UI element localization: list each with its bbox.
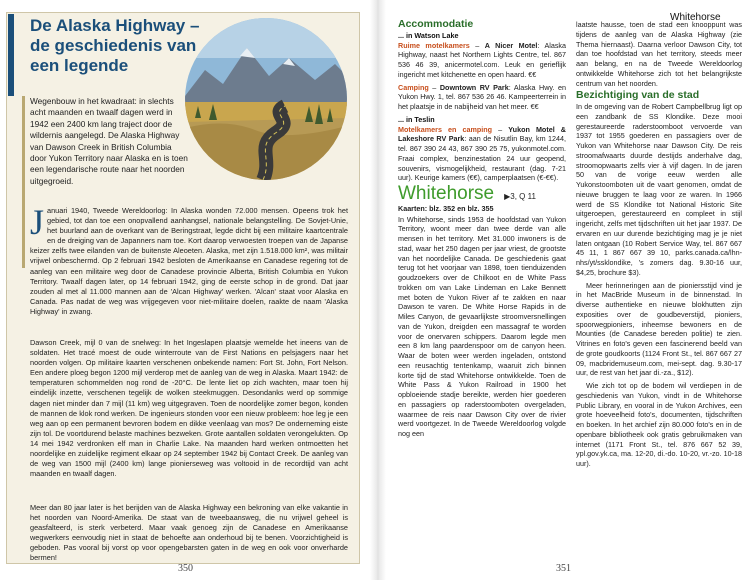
- listing-details: : Alaska Hwy. en Yukon Hwy. 1, tel. 867 536 26 46. Kampeerterrein in het plaatsje in de nabijheid van het meer. €€: [398, 82, 566, 111]
- accommodatie-heading: Accommodatie: [398, 18, 474, 30]
- whitehorse-continued: laatste hausse, toen de stad een knooppunt was tijdens de aanleg van de Alaska Highway (zie Thema hiernaast). Daarna verloor Dawson City, tot dan toe hoofdstad van het territory, steeds meer aan belang, en na de Tweede Wereldoorlog ontwikkelde Whitehorse zich tot het belangrijkste centrum van het noorden.: [576, 20, 742, 88]
- listing-name: A Nicer Motel: [484, 40, 538, 50]
- listing-name: Yukon Motel & Lakeshore RV Park: [398, 124, 566, 144]
- map-pages-line: Kaarten: blz. 352 en blz. 355: [398, 203, 494, 213]
- map-reference: ▶3, Q 11: [504, 192, 536, 201]
- feature-intro: Wegenbouw in het kwadraat: in slechts acht maanden en twaalf dagen werd in 1942 een 2400 km lang traject door de wildernis aangelegd. De Alaska Highway van Dawson Creek in British Columbia door Yukon Territory naar Alaska en is toen een legendarische route naar het noorden uitgegroeid.: [30, 96, 188, 186]
- page-number-right: 351: [556, 563, 571, 574]
- feature-paragraph-1: [30, 202, 348, 317]
- ss-klondike-text: In de omgeving van de Robert Campbellbrug ligt op een zandbank de SS Klondike. Deze mooi gerestaureerde raderstoomboot vervoerde van 1937 tot 1955 goederen en passagiers over de Yukon van Whitehorse naar Dawson City. De reis stroomafwaarts duurde destijds anderhalve dag, stroomopwaarts zelfs vier à vijf dagen. In de jaren 50 van de vorige eeuw werden alle Yukonstoomboten uit de vaart genomen, omdat de nieuwe bruggen te laag voor ze waren. In 1966 werd de SS Klondike tot National Historic Site uitgeroepen, gerestaureerd en compleet in stijl ingericht, zelfs met tijdschriften uit het jaar 1937. De ervaren en uur durende bezichtiging mag je je niet laten ontgaan (10 Robert Service Way, tel. 867 667 45 11, 1 867 667 39 10, parks.canada.ca/lhn-nhs/yt/ssklondike, 's zomers dag. 9.30-16 uur, $4,25, brochure $3).: [576, 102, 742, 277]
- listing-name: Downtown RV Park: [439, 82, 509, 92]
- drop-cap: J: [30, 202, 45, 242]
- listing-category: Camping: [398, 82, 429, 92]
- listing-motel: Ruime motelkamers – A Nicer Motel: Alaska Highway, naast het Northern Lights Centre, tel. 867 536 46 39, anicermotel.com. Leuk en gerieflijk ingericht met kitchenette en open haard. €€: [398, 40, 567, 79]
- page-number-left: 350: [178, 563, 193, 574]
- feature-paragraph-1-text: anuari 1940, Tweede Wereldoorlog: In Alaska wonden 72.000 mensen. Opeens trok het gebied, tot dan toe een onopvallend aanhangsel, nationale belangstelling. De Sovjet-Unie, het buurland aan de overkant van de Beringstraat, legde dicht bij een militaire kaartcentrale en de dreiging van de Japanners nam toe. Kort daarop verwoesten troepen van de Japanse keizer zelfs twee eilanden van de buitenste Aleoeten. Alaska, met zijn 1.518.000 km², was militair vrijwel onbeschermd. Op 2 februari 1942 besloten de Amerikaanse en Canadese regering tot de aanleg van een militaire weg door de Canadese provincie Alberta, British Columbia en Yukon Territory. Twaalf dagen later, op 14 februari 1942, ging de eerste schop in de grond. Dat jaar zouden al met al 11.000 mannen aan de 'Alcan Highway' werken. 'Alcan' staat voor Alaska en Canada. Pas nadat de weg was vrijgegeven voor niet-militaire doelen, raakte de naam 'Alaska Highway' in zwang.: [30, 206, 348, 316]
- whitehorse-heading-row: [398, 183, 566, 204]
- feature-paragraph-3: Meer dan 80 jaar later is het berijden van de Alaska Highway een bekroning van elke vakantie in het noorden van Noord-Amerika. De staat van de tweebaansweg, die nu vrijwel geheel is geasfalteerd, is sterk verbeterd. Maar vaak genoeg zijn de Canadese en Amerikaanse wegwerkers eenvoudig niet in staat de behoefte aan onderhoud bij te benen. Voorzichtigheid is geboden. Pas vooral bij vorst op voor opengebarsten gaten in de weg en ook voor onverharde bermen!: [30, 503, 348, 563]
- whitehorse-intro: In Whitehorse, sinds 1953 de hoofdstad van Yukon Territory, woont meer dan twee derde van alle mensen in het territory. Met 31.000 inwoners is de stad, waar het 250 dagen per jaar vriest, de grootste van het noordelijke Canada. De geschiedenis gaat terug tot het voorjaar van 1898, toen tienduizenden goudzoekers over de Chilkoot en de White Pass trokken om van Lake Lindeman en Lake Bennett met boten de Yukon River af te zakken en naar Dawson te varen. De White Horse Rapids in de Miles Canyon, de gevaarlijkste stroomversnellingen van de Yukon, dreigden een massagraf te worden voor de onervaren schippers. Daarom legde men een 8 km lang paardenspoor om de canyon heen. Waar de boten weer werden ingeladen, ontstond een reusachtig tentenkamp, waaruit zich binnen korte tijd de stad Whitehorse ontwikkelde. Toen de White Pass & Yukon Railroad in 1900 het opbloeiende stadje bereikte, werden hier goederen en passagiers op raderstoomboten overgeladen, waarmee de reis naar Dawson City over de rivier werd voortgezet. In de Tweede Wereldoorlog volgde nog een: [398, 214, 566, 438]
- listing-category: Ruime motelkamers: [398, 40, 470, 50]
- listing-details: : Alaska Highway, naast het Northern Lights Centre, tel. 867 536 46 39, anicermotel.com. Leuk en gerieflijk ingericht met kitchenette en open haard. €€: [398, 40, 567, 79]
- whitehorse-heading: Whitehorse: [398, 183, 495, 204]
- listing-camping: Camping – Downtown RV Park: Alaska Hwy. en Yukon Hwy. 1, tel. 867 536 26 46. Kampeerterrein in het plaatsje in de nabijheid van het meer. €€: [398, 82, 566, 111]
- book-gutter: [370, 0, 386, 580]
- running-head: Whitehorse: [670, 12, 721, 23]
- intro-accent-bar: [22, 96, 25, 268]
- teslin-subhead: ... in Teslin: [398, 114, 435, 124]
- watson-lake-subhead: ... in Watson Lake: [398, 30, 459, 40]
- feature-paragraph-2: Dawson Creek, mijl 0 van de snelweg: In het Ingeslapen plaatsje wemelde het ineens van de soldaten. Het tracé moest de oude winterroute van de First Nations en pelsjagers naar het noorden volgen. Op militaire kaarten verschenen onbekende namen: Fort St. John, Fort Nelson. Een andere ploeg begon 1200 mijl verderop met de aanleg van de weg in Alaska. Maart 1942: de temperaturen schommelden nog rond de -20°C. De lente liet op zich wachten, maar toen hij eindelijk inzette, verschenen tegelijk de wolken steekmuggen. Desondanks werd op sommige dagen niet minder dan 7 mijl (11 km) weg uitgegraven. Toen de noordelijke zomer begon, konden de mannen de klok rond werken. De ingenieurs stonden voor een nieuw probleem: hoe leg je een weg aan op een permanent bevroren bodem en dikke veenlaag van mos? De onderneming eiste zijn tol. De voortdurend belaste machines bezweken. Grote aantallen soldaten verongelukten. Op 14 mei 1942 verdronken elf man in Charlie Lake. Na maanden hard werken ontmoetten het noordelijke en zuidelijke regiment elkaar op 24 september 1942 bij Contact Creek. De aanleg van de weg van 1500 mijl (2400 km) lange pionierseweg was voltooid in de recordtijd van acht maanden en twaalf dagen.: [30, 338, 348, 479]
- feature-title-rule: [8, 14, 14, 96]
- feature-title: De Alaska Highway – de geschiedenis van een legende: [30, 16, 200, 75]
- public-library-text: Wie zich tot op de bodem wil verdiepen in de geschiedenis van Yukon, vindt in de Whitehorse Public Library, en vooral in de Yukon Archives, een grote hoeveelheid foto's, documenten, tijdschriften en boeken. In het archief zijn 80.000 foto's en in de openbare bibliotheek ook gratis gebruikmaken van internet (1171 Front St., tel. 876 667 52 39, ypl.gov.yk.ca, ma. 12-20, di.-do. 10-20, vr.-zo. 10-18 uur).: [576, 381, 742, 468]
- highway-photo: [185, 18, 347, 180]
- listing-teslin: Motelkamers en camping – Yukon Motel & Lakeshore RV Park: aan de Nisutlin Bay, km 1244, tel. 867 390 24 43, 867 390 25 75, yukonmotel.com. Fraai complex, benzinestation 24 uur geopend, souvenirs, vismogelijkheid, restaurant (dag. 7-21 uur). Keurige kamers (€€), camperplaatsen (€-€€).: [398, 124, 567, 183]
- right-column-2: [576, 20, 742, 472]
- right-column-1: [398, 20, 566, 442]
- macbride-museum-text: Meer herinneringen aan de pioniersstijd vind je in het MacBride Museum in de binnenstad. In diverse authentieke en nieuwe blokhutten zijn exposities over de goudbeverstijd, pioniers, spoorwegpioniers, inheemse bewoners en de Mounties (de Canadese bereden politie) te zien. Vitrines en foto's geven een fascinerend beeld van de grote goudkoorts (1124 Front St., tel. 867 667 27 09, macbridemuseum.com, mei-sept. dag. 9.30-17 uur, de rest van het jaar di.-za., $12).: [576, 280, 742, 378]
- listing-category: Motelkamers en camping: [398, 124, 493, 134]
- listing-details: : aan de Nisutlin Bay, km 1244, tel. 867 390 24 43, 867 390 25 75, yukonmotel.com. Fraai complex, benzinestation 24 uur geopend, souvenirs, vismogelijkheid, restaurant (dag. 7-21 uur). Keurige kamers (€€), camperplaatsen (€-€€).: [398, 134, 567, 183]
- bezichtiging-heading: Bezichtiging van de stad: [576, 89, 700, 102]
